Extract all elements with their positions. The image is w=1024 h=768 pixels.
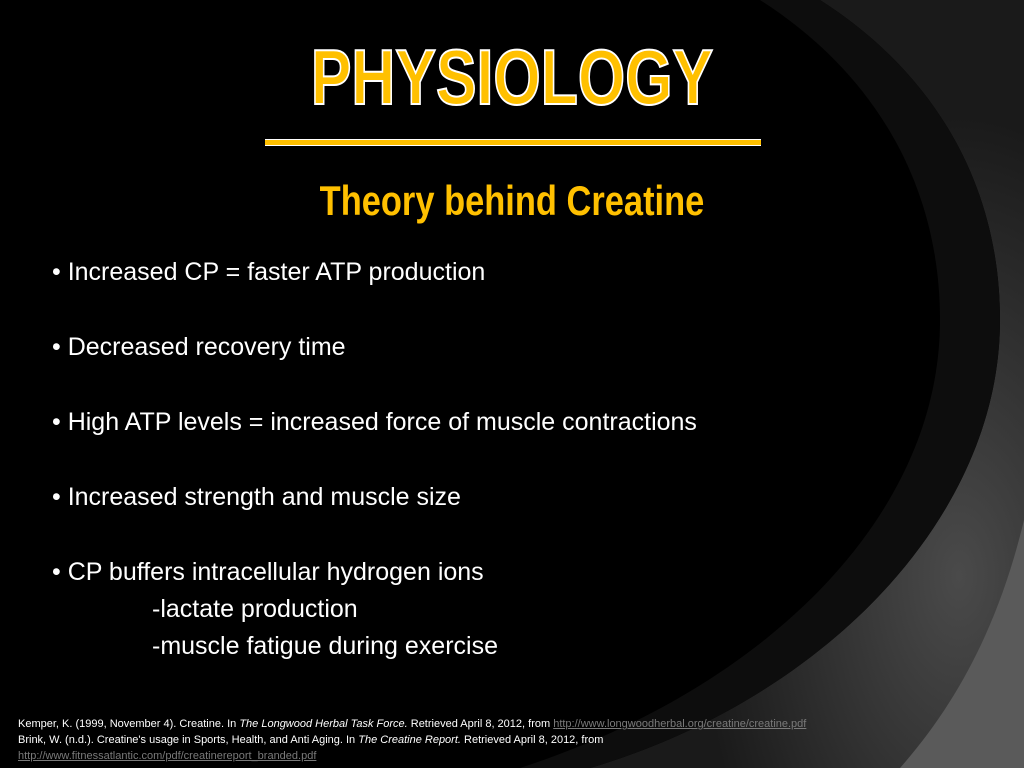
ref2-title: The Creatine Report. xyxy=(358,734,461,746)
ref2-suffix: Retrieved April 8, 2012, from xyxy=(460,734,604,746)
reference-1 xyxy=(18,716,1008,732)
bullet-item: • Decreased recovery time xyxy=(52,333,346,361)
bullet-item: • CP buffers intracellular hydrogen ions xyxy=(52,558,484,586)
sub-item: -muscle fatigue during exercise xyxy=(152,632,498,660)
ref1-suffix: Retrieved April 8, 2012, from xyxy=(407,718,554,730)
references xyxy=(18,716,1008,764)
sub-item: -lactate production xyxy=(152,595,358,623)
ref1-link[interactable]: http://www.longwoodherbal.org/creatine/creatine.pdf xyxy=(553,718,807,730)
ref2-link[interactable]: http://www.fitnessatlantic.com/pdf/creatinereport_branded.pdf xyxy=(18,750,317,762)
title-underline xyxy=(265,139,761,146)
reference-2 xyxy=(18,732,1008,748)
bullet-item: • Increased strength and muscle size xyxy=(52,483,461,511)
slide-title: PHYSIOLOGY xyxy=(310,33,714,121)
slide-subtitle: Theory behind Creatine xyxy=(319,177,705,224)
ref1-prefix: Kemper, K. (1999, November 4). Creatine. In xyxy=(18,718,240,730)
bullet-item: • High ATP levels = increased force of muscle contractions xyxy=(52,408,697,436)
reference-2-link-line xyxy=(18,748,1008,764)
ref1-title: The Longwood Herbal Task Force. xyxy=(239,718,408,730)
bullet-list xyxy=(52,254,952,665)
ref2-prefix: Brink, W. (n.d.). Creatine's usage in Sports, Health, and Anti Aging. In xyxy=(18,734,359,746)
bullet-item: • Increased CP = faster ATP production xyxy=(52,258,486,286)
